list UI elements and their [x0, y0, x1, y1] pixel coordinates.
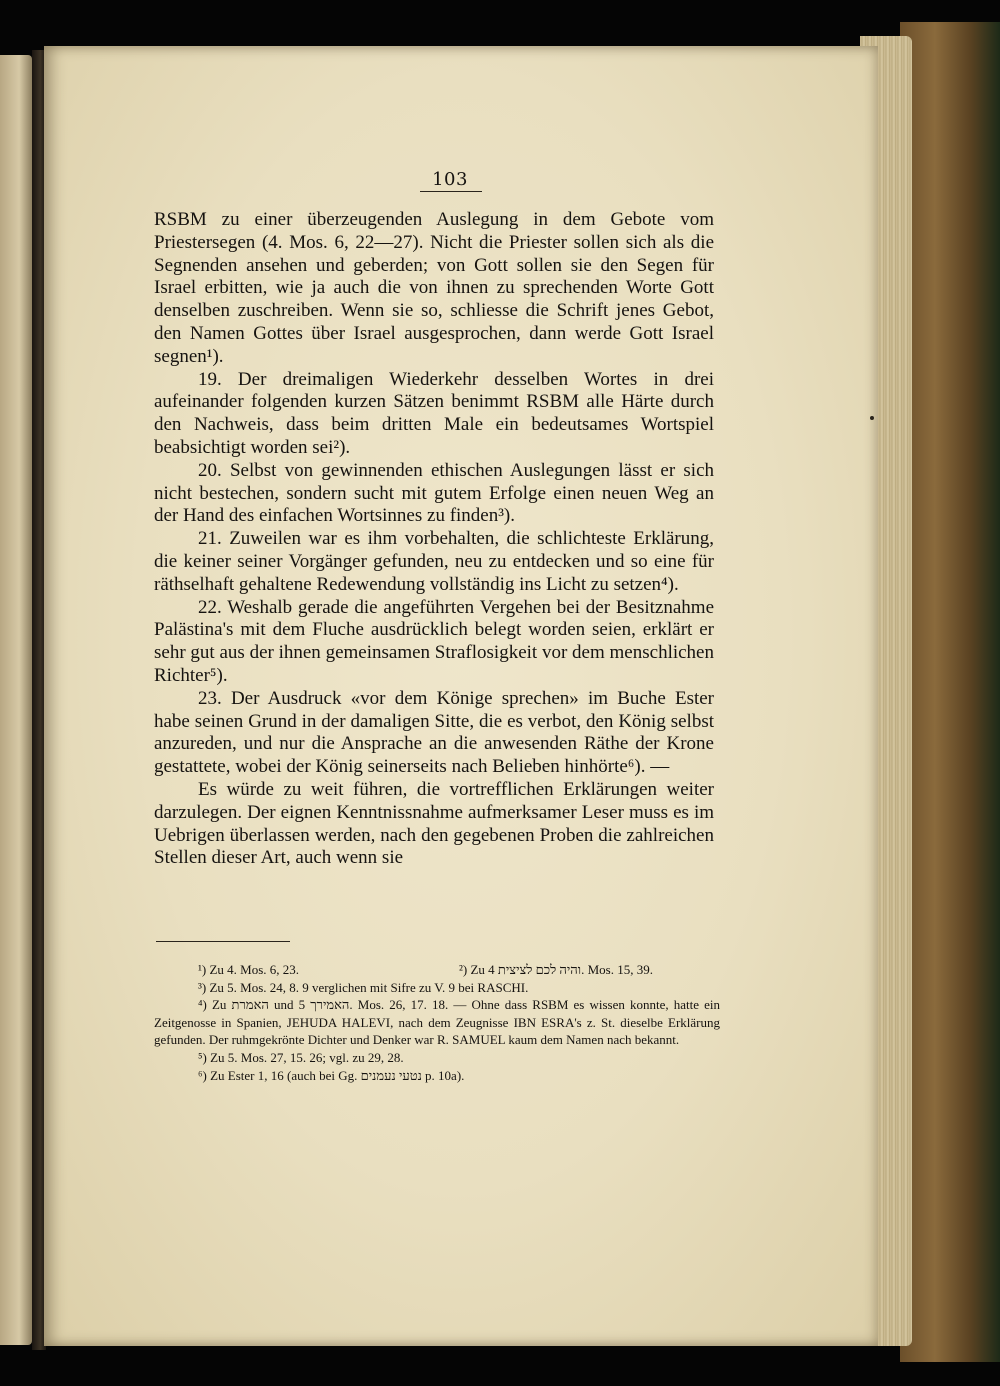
- paragraph: 20. Selbst von gewinnenden ethischen Auslegungen lässt er sich nicht bestechen, sondern sucht mit gutem Erfolge einen neuen Weg an der Hand des einfachen Wortsinnes zu finden³).: [154, 459, 714, 527]
- left-page-edge: [0, 55, 32, 1345]
- paragraph: 23. Der Ausdruck «vor dem Könige sprechen» im Buche Ester habe seinen Grund in der damaligen Sitte, die es verbot, den König selbst anzureden, und nur die Ansprache an die anwesenden Räthe der Krone gestattete, wobei der König seinerseits nach Belieben hinhörte⁶). —: [154, 687, 714, 778]
- paragraph: 21. Zuweilen war es ihm vorbehalten, die schlichteste Erklärung, die keiner seiner Vorgänger gefunden, neu zu entdecken und so eine für räthselhaft gehaltene Redewendung vollständig ins Licht zu setzen⁴).: [154, 528, 714, 595]
- paragraph: RSBM zu einer überzeugenden Auslegung in dem Gebote vom Priestersegen (4. Mos. 6, 22—27). Nicht die Priester sollen sich als die Segnenden ansehen und geberden; von Gott sollen sie den Segen für Israel erbitten, wie ja auch die von ihnen zu sprechenden Worte Gott denselben zuschreiben. Wenn sie so, schliesse die Schrift jenes Gebot, den Namen Gottes über Israel ausgesprochen, dann werde Gott Israel segnen¹).: [154, 209, 714, 367]
- book-cover-board: [900, 22, 1000, 1362]
- body-text: [154, 209, 714, 870]
- footnote-6: ⁶) Zu Ester 1, 16 (auch bei Gg. נטעי נעמנים p. 10a).: [198, 1067, 465, 1083]
- footnote-separator: [156, 941, 290, 942]
- footnote-2: ²) Zu והיה לכם לציצית 4. Mos. 15, 39.: [459, 962, 653, 977]
- book-page: [44, 46, 878, 1346]
- paragraph: 22. Weshalb gerade die angeführten Vergehen bei der Besitznahme Palästina's mit dem Fluche ausdrücklich belegt worden seien, erklärt er sehr gut aus der ihnen gemeinsamen Straflosigkeit vor dem menschlichen Richter⁵).: [154, 596, 714, 686]
- footnote-1: ¹) Zu 4. Mos. 6, 23.: [198, 962, 300, 977]
- footnote-4: ⁴) Zu האמרת und האמירך 5. Mos. 26, 17. 18. — Ohne dass RSBM es wissen konnte, hatte ein Zeitgenosse in Spanien, JEHUDA HALEVI, nach dem Zeugnisse IBN ESRA's z. St. dieselbe Erklärung gefunden. Der ruhmgekrönte Dichter und Denker war R. SAMUEL kaum dem Namen nach bekannt.: [154, 997, 721, 1048]
- footnotes: [154, 961, 720, 1084]
- paragraph: Es würde zu weit führen, die vortrefflichen Erklärungen weiter darzulegen. Der eignen Kenntnissnahme aufmerksamer Leser muss es im Uebrigen überlassen werden, nach den gegebenen Proben die zahlreichen Stellen dieser Art, auch wenn sie: [154, 778, 714, 869]
- footnote-row: [154, 961, 720, 979]
- page-number-rule: [420, 191, 482, 192]
- margin-mark: [870, 416, 874, 420]
- paragraph: 19. Der dreimaligen Wiederkehr desselben Wortes in drei aufeinander folgenden kurzen Sätzen benimmt RSBM alle Härte durch den Nachweis, dass beim dritten Male ein bedeutsames Wortspiel beabsichtigt worden sei²).: [154, 368, 714, 458]
- footnote-3: ³) Zu 5. Mos. 24, 8. 9 verglichen mit Sifre zu V. 9 bei RASCHI.: [198, 979, 529, 995]
- page-number: 103: [432, 169, 468, 190]
- footnote-5: ⁵) Zu 5. Mos. 27, 15. 26; vgl. zu 29, 28.: [198, 1049, 404, 1065]
